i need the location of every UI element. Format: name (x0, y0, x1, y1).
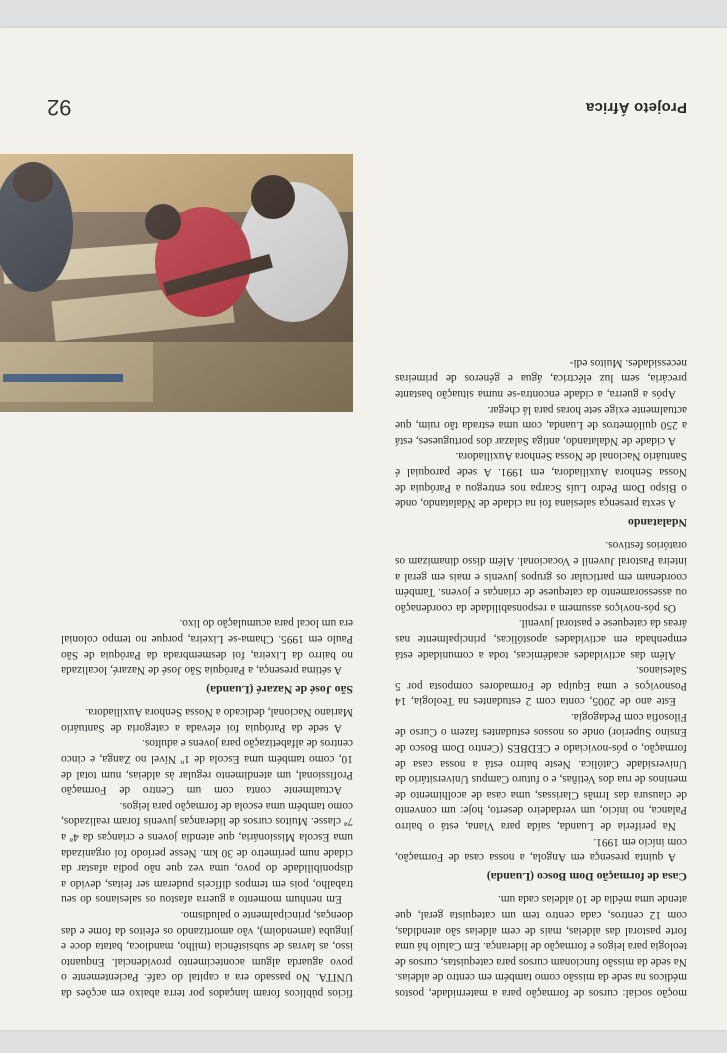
text-column-right (61, 615, 353, 1000)
paragraph: A sétima presença, a Paróquia São José de Nazaré, localizada no bairro da Lixeira, foi desmembrada da Paróquia de São Paulo em 1995. Chama-se Lixeira, porque no tempo colonial era um local para acumulação do lixo. (61, 617, 353, 677)
section-heading: Casa de formação Dom Bosco (Luanda) (486, 869, 687, 884)
paragraph: Após a guerra, a cidade encontra-se numa situação bastante precária, sem luz eléctrica, água e géneros de primeiras necessidades. Muitos edi- (395, 356, 687, 401)
scanned-page (0, 28, 727, 1030)
paragraph: A sede da Paróquia foi elevada a categoria de Santuário Mariano Nacional, dedicado a Nossa Senhora Auxiliadora. (61, 706, 353, 734)
paragraph: A cidade de Ndalatando, antiga Salazar dos portugueses, está a 250 quilómetros de Luanda, com uma estrada tão ruim, que actualmente exige sete horas para lá chegar. (395, 403, 687, 447)
page-content-rotated (0, 28, 727, 1030)
paragraph: Na periferia de Luanda, saída para Viana, está o bairro Palanca, no início, um verdadeiro deserto, hoje: um convento de clausura das Irmãs Clarissas, uma casa de acolhimento de meninos de rua dos Vetiñas, e o futuro Campus Universitário da Universidade Católica. Neste bairro está a nossa casa de formação, o pós-noviciado e CEDBES (Centro Dom Bosco de Ensino Superior) onde os nossos estudantes fazem o Curso de Filosofia com Pedagogia. (395, 710, 687, 833)
page-number: 92 (47, 95, 72, 120)
paragraph: moção social: cursos de formação para a maternidade, postos médicos na sede da missão como também em centro de aldeias. Na sede da missão funcionam cursos para catequistas, cursos de teologia para leigos e formação de liderança. Em Calulo há uma forte pastoral das aldeias, mais de cem aldeias são atendidas, com 12 centros, cada centro tem um catequista geral, que atende uma média de 10 aldeias cada um. (395, 893, 687, 999)
page-header (47, 86, 687, 120)
paragraph: Em nenhum momento a guerra afastou os salesianos do seu trabalho, pois em tempos difíceis puderam ser feitas, devido a disponibilidade do povo, uma vez que não podia afastar da cidade num perímetro de 30 km. Nesse período foi organizada uma Escola Missionária, que atendia jovens e crianças da 4ª a 7ª classe. Muitos cursos de lideranças juvenis foram realizados, como também uma escola de formação para leigos. (61, 799, 353, 906)
paragraph: Actualmente conta com um Centro de Formação Profissional, um atendimento regular às aldeias, num total de 10, como também uma Escola de 1º Nível no Zanga, e cinco centros de alfabetização para jovens e adultos. (61, 737, 353, 797)
paragraph: Além das actividades académicas, toda a comunidade está empenhada em actividades apostólicas, principalmente nas áreas da catequese e pastoral juvenil. (395, 617, 687, 661)
paragraph: Os pós-noviços assumem a responsabilidade da coordenação ou assessoramento da catequese de crianças e jovens. Também coordenam em particular os grupos juvenis e mais em geral a inteira Pastoral Juvenil e Vocacional. Além disso dinamizam os oratórios festivos. (395, 539, 687, 614)
running-title: Projeto África (585, 99, 687, 116)
paragraph: Este ano de 2005, conta com 2 estudantes na Teologia, 14 Posnoviços e uma Equipa de Formadores composta por 5 Salesianos. (395, 664, 687, 708)
paragraph: A sexta presença salesiana foi na cidade de Ndalatando, onde o Bispo Dom Pedro Luís Scarpa nos entregou a Paróquia de Nossa Senhora Auxiliadora, em 1991. A sede paroquial é Santuário Nacional de Nossa Senhora Auxiliadora. (395, 450, 687, 510)
text-column-left (395, 354, 687, 1000)
photo-workshop-icon (0, 154, 353, 412)
paragraph: fícios públicos foram lançados por terra abaixo em acções da UNITA. No passado era a capital do café. Pacientemente o povo aguarda algum acontecimento providencial. Enquanto isso, as lavras de subsistência (milho, mandioca, batata doce e jinguba (amendoim), vão amortizando os efeitos da fome e das doenças, principalmente o paludismo. (61, 909, 353, 999)
paragraph: A quinta presença em Angola, a nossa casa de Formação, com início em 1991. (395, 835, 687, 864)
section-heading: São José de Nazaré (Luanda) (206, 682, 353, 697)
section-heading: Ndalatando (627, 515, 687, 530)
